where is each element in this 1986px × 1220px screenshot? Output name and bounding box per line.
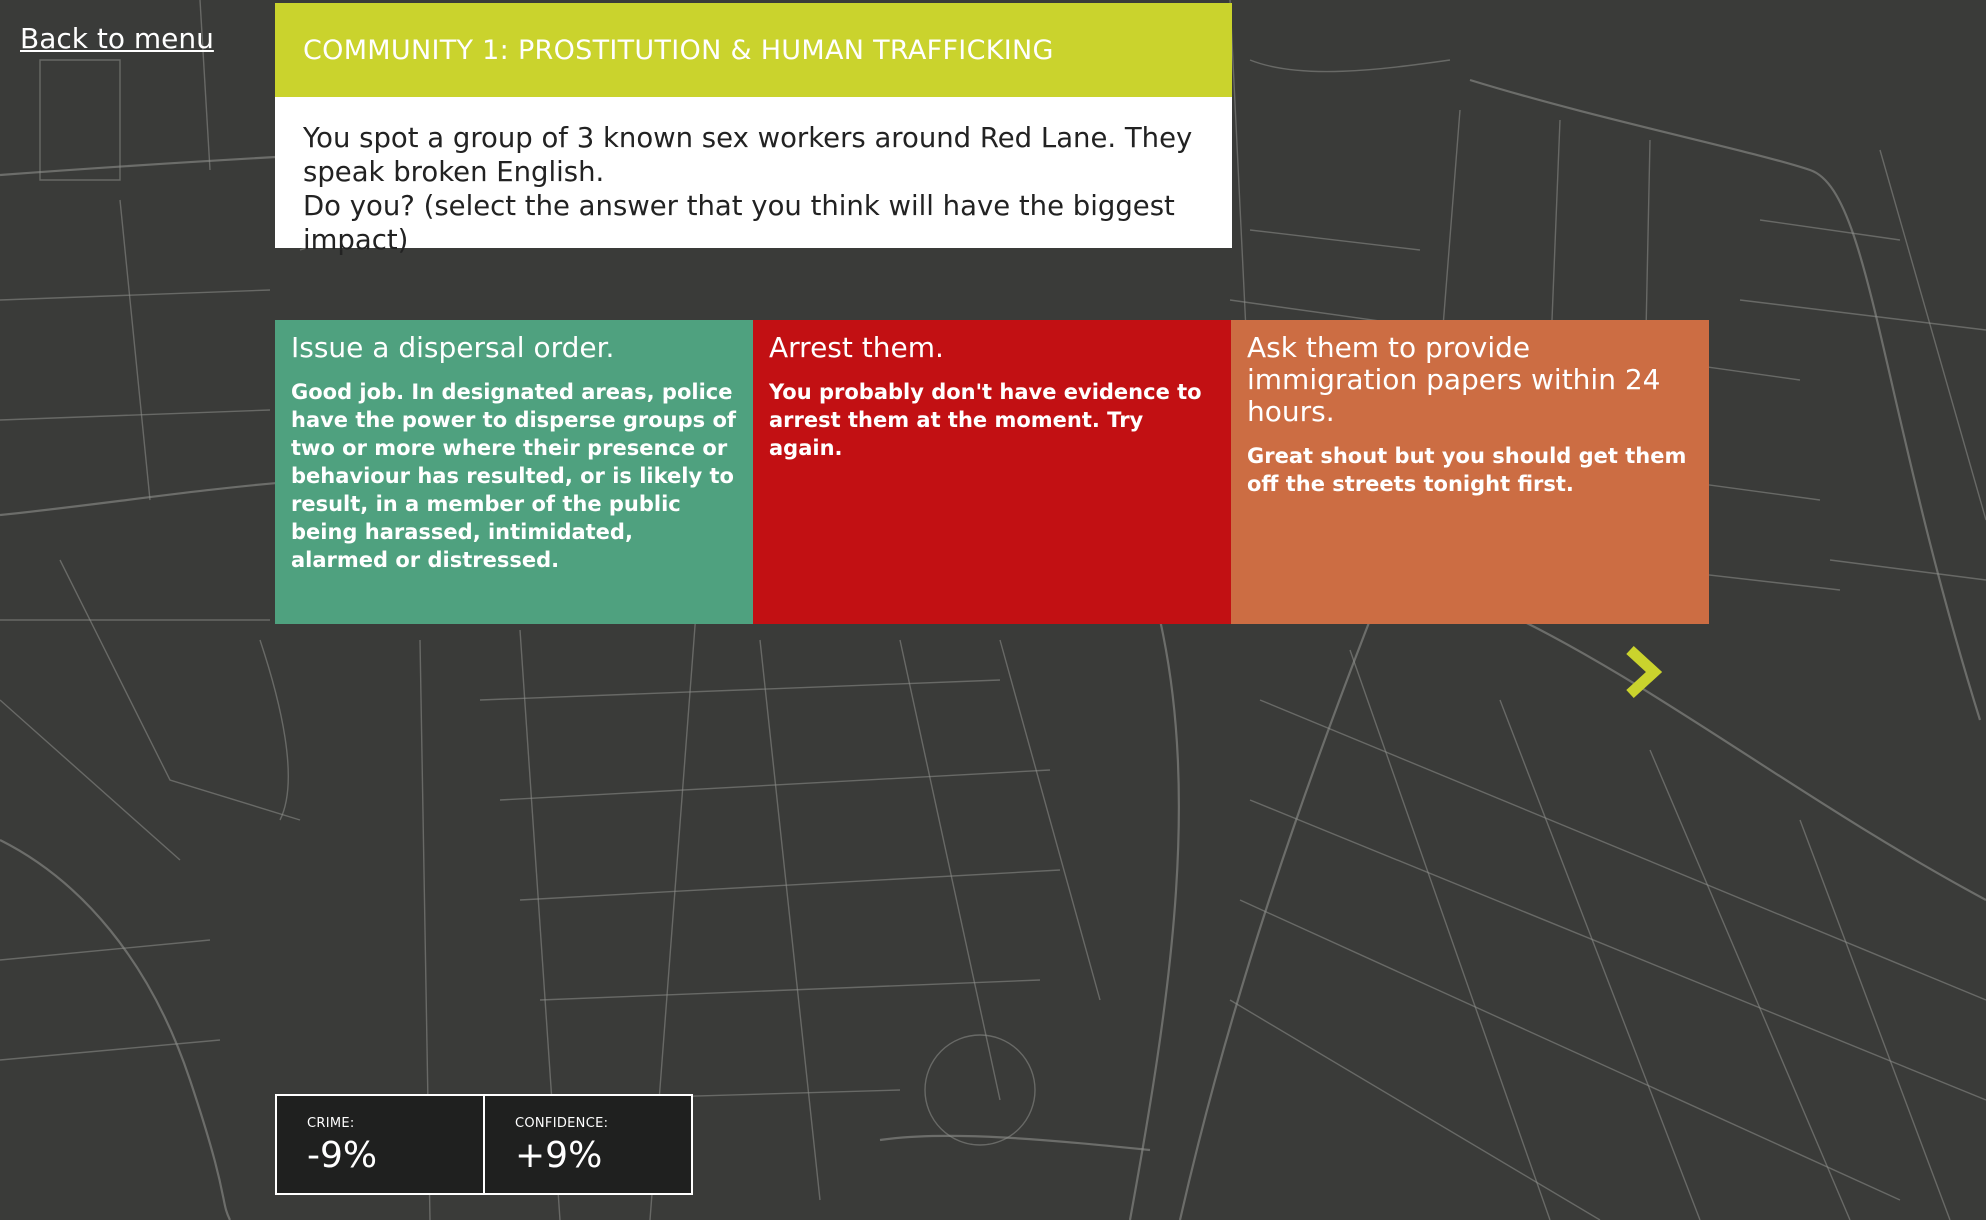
answer-option-feedback: Good job. In designated areas, police have the power to disperse groups of two or more where their presence or behaviour has resulted, or is likely to result, in a member of the public being harassed, intimidated, alarmed or distressed.	[291, 380, 737, 572]
crime-stat	[275, 1094, 485, 1195]
score-panel	[275, 1094, 693, 1195]
answer-option-dispersal-order[interactable]	[275, 320, 753, 624]
answer-option-arrest[interactable]	[753, 320, 1231, 624]
answer-option-title: Issue a dispersal order.	[291, 331, 615, 364]
confidence-stat	[485, 1094, 693, 1195]
confidence-stat-value: +9%	[515, 1135, 603, 1176]
crime-stat-label: CRIME:	[307, 1116, 355, 1131]
question-prompt: Do you? (select the answer that you think will have the biggest impact)	[303, 190, 1175, 256]
crime-stat-value: -9%	[307, 1135, 378, 1176]
scenario-title: COMMUNITY 1: PROSTITUTION & HUMAN TRAFFICKING	[303, 34, 1054, 66]
scenario-header	[275, 3, 1232, 97]
answer-option-feedback: You probably don't have evidence to arrest them at the moment. Try again.	[769, 380, 1202, 460]
next-button[interactable]	[1622, 644, 1668, 700]
confidence-stat-label: CONFIDENCE:	[515, 1116, 609, 1131]
back-to-menu-link[interactable]: Back to menu	[20, 22, 214, 55]
answer-option-feedback: Great shout but you should get them off the streets tonight first.	[1247, 444, 1687, 496]
answer-option-immigration-papers[interactable]	[1231, 320, 1709, 624]
answer-options	[275, 320, 1709, 624]
answer-option-title: Ask them to provide immigration papers within 24 hours.	[1247, 331, 1661, 428]
answer-option-title: Arrest them.	[769, 331, 944, 364]
question-text: You spot a group of 3 known sex workers around Red Lane. They speak broken English.	[303, 122, 1193, 188]
chevron-right-icon	[1622, 644, 1668, 700]
question-panel	[275, 97, 1232, 256]
